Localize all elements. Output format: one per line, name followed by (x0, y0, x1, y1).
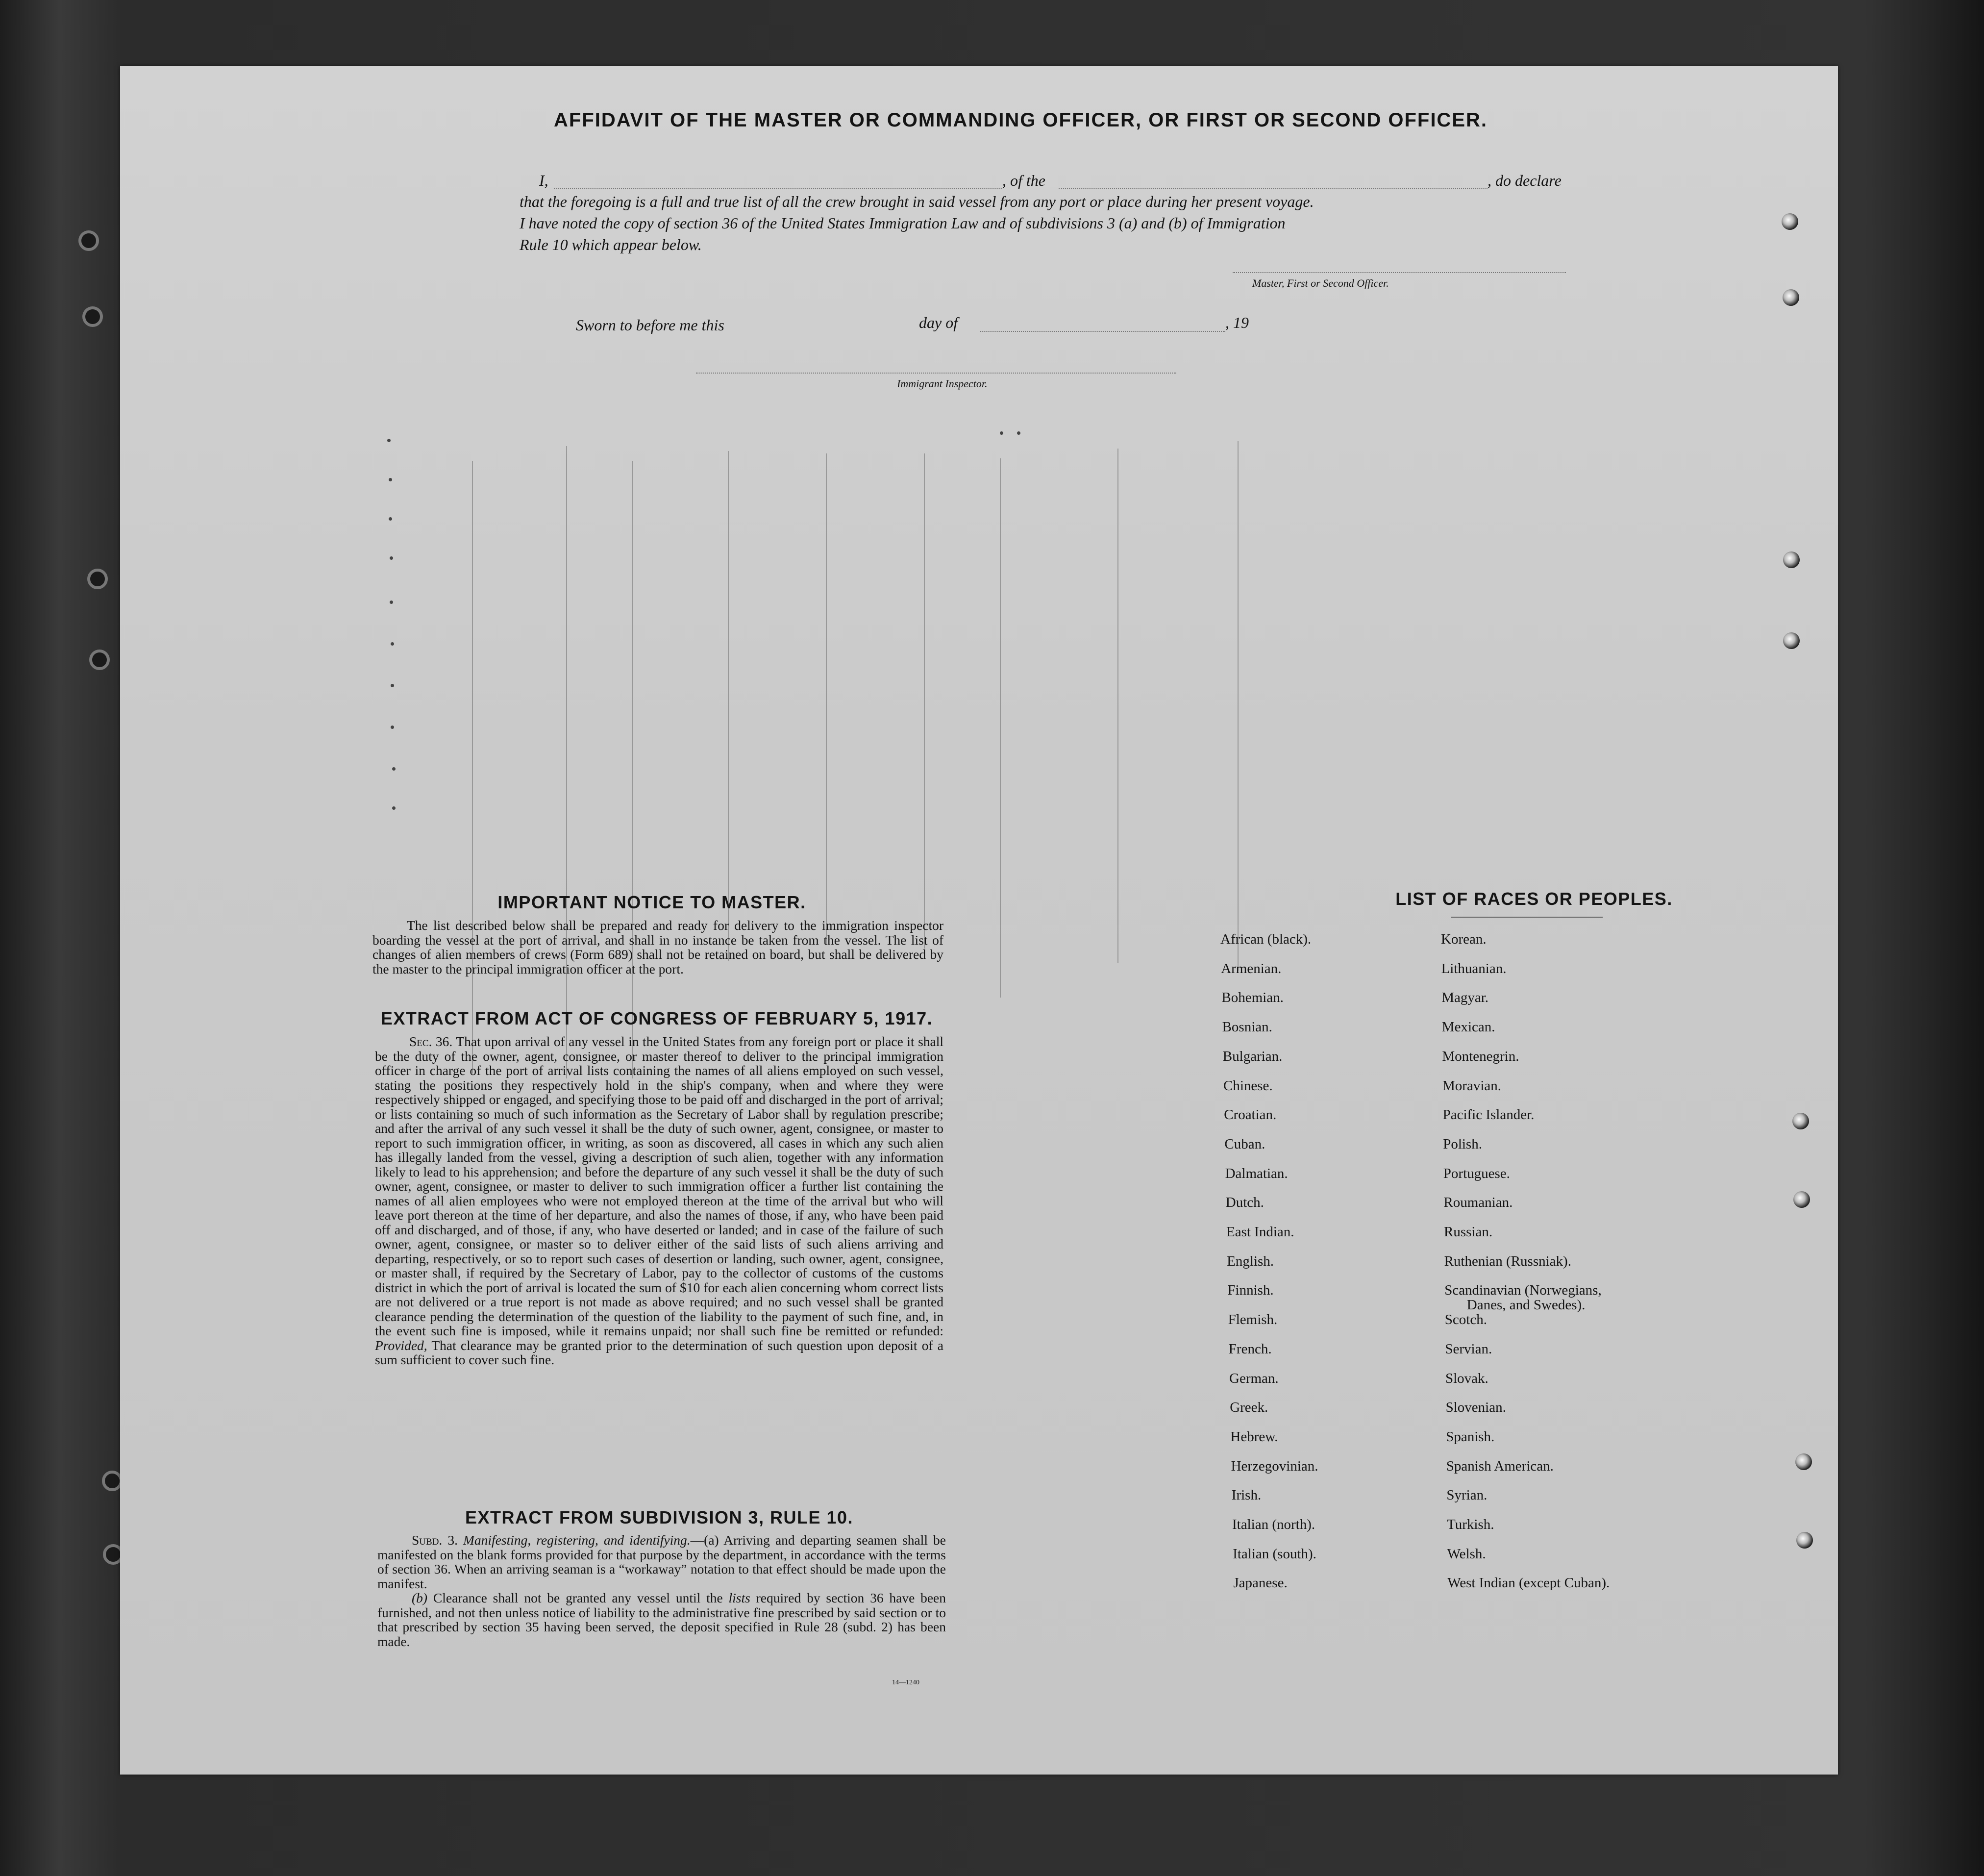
act-title: EXTRACT FROM ACT OF CONGRESS OF FEBRUARY 5, 1917. (380, 1008, 933, 1028)
inspector-label: Immigrant Inspector. (897, 377, 988, 390)
race-item: Italian (south). (1233, 1546, 1316, 1562)
race-item: Lithuanian. (1441, 960, 1507, 976)
race-item: Polish. (1443, 1136, 1482, 1152)
punch-hole (1782, 213, 1798, 230)
race-item: Spanish. (1446, 1428, 1495, 1445)
race-item: Welsh. (1447, 1546, 1486, 1562)
subd-para-a: —(a) Arriving and departing seamen shall be manifested on the blank forms provided for that purpose by the department, in accordance with the terms of section 36. When an arriving seaman is a “workaway” notation to that effect should be made upon the manifest. (377, 1532, 946, 1591)
race-item: Korean. (1441, 931, 1487, 947)
row-dot (1000, 431, 1003, 435)
inspector-signature-line (696, 373, 1176, 374)
rule-text (377, 1533, 946, 1649)
sec-label: Sec. 36. (409, 1034, 453, 1049)
affidavit-name-line (554, 188, 1002, 189)
race-item: Bulgarian. (1222, 1048, 1283, 1064)
show-through-rule (826, 453, 827, 944)
affidavit-vessel-line (1059, 188, 1488, 189)
race-item: Dalmatian. (1225, 1165, 1288, 1181)
affidavit-line-4: Rule 10 which appear below. (520, 236, 702, 253)
binder-hole (78, 230, 99, 251)
race-item: Magyar. (1441, 990, 1489, 1006)
race-item: Mexican. (1441, 1019, 1495, 1035)
race-item: Ruthenian (Russniak). (1444, 1253, 1571, 1269)
binder-hole (82, 306, 103, 327)
race-item: Bohemian. (1221, 990, 1284, 1006)
race-item: Dutch. (1225, 1195, 1264, 1211)
year-label: , 19 (1225, 314, 1249, 331)
row-dot (391, 725, 394, 729)
race-item: Danes, and Swedes). (1466, 1297, 1586, 1313)
races-title-rule (1451, 917, 1603, 918)
races-title: LIST OF RACES OR PEOPLES. (1395, 889, 1673, 909)
para-b-2: required by section 36 have been furnished, and not then unless notice of liability to the administrative fine prescribed by said section or to that prescribed by section 35 having been served, the deposit specified in Rule 28 (subd. 2) has been made. (377, 1590, 946, 1649)
race-item: Cuban. (1224, 1136, 1265, 1152)
affidavit-of-the: , of the (1002, 172, 1045, 189)
race-item: East Indian. (1226, 1224, 1294, 1240)
month-line (980, 331, 1225, 332)
show-through-rule (472, 461, 473, 1074)
race-item: Bosnian. (1222, 1019, 1272, 1035)
day-of-label: day of (919, 314, 958, 331)
act-provided: Provided, (375, 1337, 427, 1353)
row-dot (390, 600, 393, 604)
race-item: Syrian. (1446, 1487, 1488, 1503)
affidavit-line-2: that the foregoing is a full and true list of all the crew brought in said vessel from any port or place during her present voyage. (520, 193, 1314, 210)
row-dot (391, 684, 394, 687)
race-item: Servian. (1445, 1341, 1492, 1357)
punch-hole (1783, 551, 1800, 568)
race-item: Hebrew. (1230, 1428, 1278, 1445)
punch-hole (1793, 1191, 1810, 1208)
row-dot (1017, 431, 1020, 435)
sworn-label: Sworn to before me this (576, 316, 724, 334)
act-body: That upon arrival of any vessel in the United States from any foreign port or place it shall be the duty of the owner, agent, consignee, or master thereof to deliver to the principal immigration officer in charge of the port of arrival lists containing the names of all aliens employed on such vessel, stating the positions they respectively hold in the ship's company, when and where they were respectively shipped or engaged, and specifying those to be paid off and discharged in the port of arrival; or lists containing so much of such information as the Secretary of Labor shall by regulation prescribe; and after the arrival of any such vessel it shall be the duty of such owner, agent, consignee, or master to report to such immigration officer, in writing, as soon as discovered, all cases in which any such alien has illegally landed from the vessel, giving a description of such alien, together with any information likely to lead to his apprehension; and before the departure of any such vessel it shall be the duty of such owner, agent, consignee, or master to deliver to such immigration officer a further list containing the names of all alien employees who were not employed thereon at the time of the arrival but who will leave port thereon at the time of her departure, and also the names of those, if any, who have been paid off and discharged, and of those, if any, who have deserted or landed; and in case of the failure of such owner, agent, consignee, or master so to deliver either of the said lists of such aliens arriving and departing, respectively, or so to report such cases of desertion or landing, such owner, agent, consignee, or master shall, if required by the Secretary of Labor, pay to the collector of customs of the customs district in which the port of arrival is located the sum of $10 for each alien concerning whom correct lists are not delivered or a true report is not made as above required; and no such vessel shall be granted clearance pending the determination of the question of the liability to the payment of such fine, and, in the event such fine is imposed, while it remains unpaid; nor shall such fine be remitted or refunded: (375, 1034, 944, 1338)
show-through-rule (1238, 441, 1239, 971)
show-through-rule (728, 451, 729, 961)
act-text (375, 1034, 943, 1367)
race-item: Spanish American. (1446, 1458, 1554, 1474)
punch-hole (1796, 1532, 1813, 1549)
show-through-rule (566, 446, 567, 1078)
race-item: Chinese. (1223, 1077, 1273, 1094)
race-item: Montenegrin. (1442, 1048, 1519, 1064)
race-item: Armenian. (1221, 960, 1282, 976)
act-body-end: That clearance may be granted prior to the determination of such question upon deposit of a sum sufficient to cover such fine. (375, 1337, 943, 1367)
race-item: Croatian. (1224, 1107, 1277, 1123)
show-through-rule (1117, 449, 1118, 963)
master-label: Master, First or Second Officer. (1252, 277, 1389, 289)
act-paragraph (375, 1034, 943, 1367)
race-item: Japanese. (1233, 1575, 1288, 1591)
race-item: Flemish. (1228, 1312, 1278, 1328)
punch-hole (1783, 289, 1799, 306)
race-item: Portuguese. (1443, 1165, 1510, 1181)
race-item: Pacific Islander. (1442, 1107, 1535, 1123)
affidavit-declare: , do declare (1488, 172, 1562, 189)
race-item: Herzegovinian. (1231, 1458, 1318, 1474)
race-item: Italian (north). (1232, 1517, 1315, 1532)
row-dot (390, 556, 393, 560)
subd-title: Manifesting, registering, and identifying. (463, 1532, 691, 1548)
race-item: Finnish. (1227, 1282, 1274, 1299)
binder-hole (89, 650, 110, 670)
row-dot (392, 806, 396, 810)
row-dot (389, 517, 392, 521)
affidavit-title: AFFIDAVIT OF THE MASTER OR COMMANDING OFFICER, OR FIRST OR SECOND OFFICER. (554, 109, 1488, 131)
rule-paragraph-a (377, 1533, 946, 1591)
race-item: Greek. (1230, 1400, 1268, 1416)
notice-paragraph: The list described below shall be prepared and ready for delivery to the immigration inspector boarding the vessel at the port of arrival, and shall in no instance be taken from the vessel. The list of changes of alien members of crews (Form 689) shall not be retained on board, but shall be delivered by the master to the principal immigration officer at the port. (372, 918, 943, 976)
master-signature-line (1233, 272, 1566, 273)
para-b-lists: lists (728, 1590, 750, 1605)
para-b-1: Clearance shall not be granted any vessel until the (433, 1590, 723, 1605)
show-through-rule (632, 461, 633, 1078)
race-item: Scandinavian (Norwegians, (1444, 1282, 1602, 1299)
subd-label: Subd. 3. (412, 1532, 458, 1548)
show-through-rule (1000, 458, 1001, 998)
show-through-rule (924, 453, 925, 949)
row-dot (392, 767, 396, 771)
race-item: African (black). (1220, 931, 1312, 947)
race-item: Moravian. (1442, 1077, 1501, 1094)
form-number: 14—1240 (892, 1679, 919, 1686)
punch-hole (1795, 1453, 1812, 1470)
race-item: West Indian (except Cuban). (1447, 1575, 1610, 1591)
race-item: Slovak. (1445, 1370, 1488, 1386)
row-dot (387, 439, 391, 442)
rule-title: EXTRACT FROM SUBDIVISION 3, RULE 10. (465, 1507, 854, 1527)
notice-title: IMPORTANT NOTICE TO MASTER. (497, 892, 806, 912)
race-item: English. (1227, 1253, 1274, 1269)
affidavit-line-3: I have noted the copy of section 36 of the United States Immigration Law and of subdivisions 3 (a) and (b) of Immigration (520, 214, 1286, 232)
para-b-label: (b) (412, 1590, 428, 1605)
binder-hole (102, 1471, 123, 1491)
race-item: French. (1228, 1341, 1272, 1357)
race-item: Scotch. (1444, 1312, 1487, 1328)
race-item: Roumanian. (1443, 1195, 1513, 1211)
race-item: German. (1229, 1370, 1279, 1386)
race-item: Turkish. (1447, 1517, 1494, 1532)
race-item: Russian. (1444, 1224, 1493, 1240)
notice-text (372, 918, 943, 976)
row-dot (391, 642, 394, 646)
punch-hole (1792, 1113, 1809, 1129)
rule-paragraph-b (377, 1591, 946, 1649)
punch-hole (1783, 632, 1800, 649)
document-page (120, 66, 1838, 1775)
race-item: Irish. (1231, 1487, 1262, 1503)
affidavit-i: I, (539, 172, 548, 189)
race-item: Slovenian. (1445, 1400, 1506, 1416)
binder-hole (87, 569, 108, 589)
row-dot (389, 478, 392, 481)
